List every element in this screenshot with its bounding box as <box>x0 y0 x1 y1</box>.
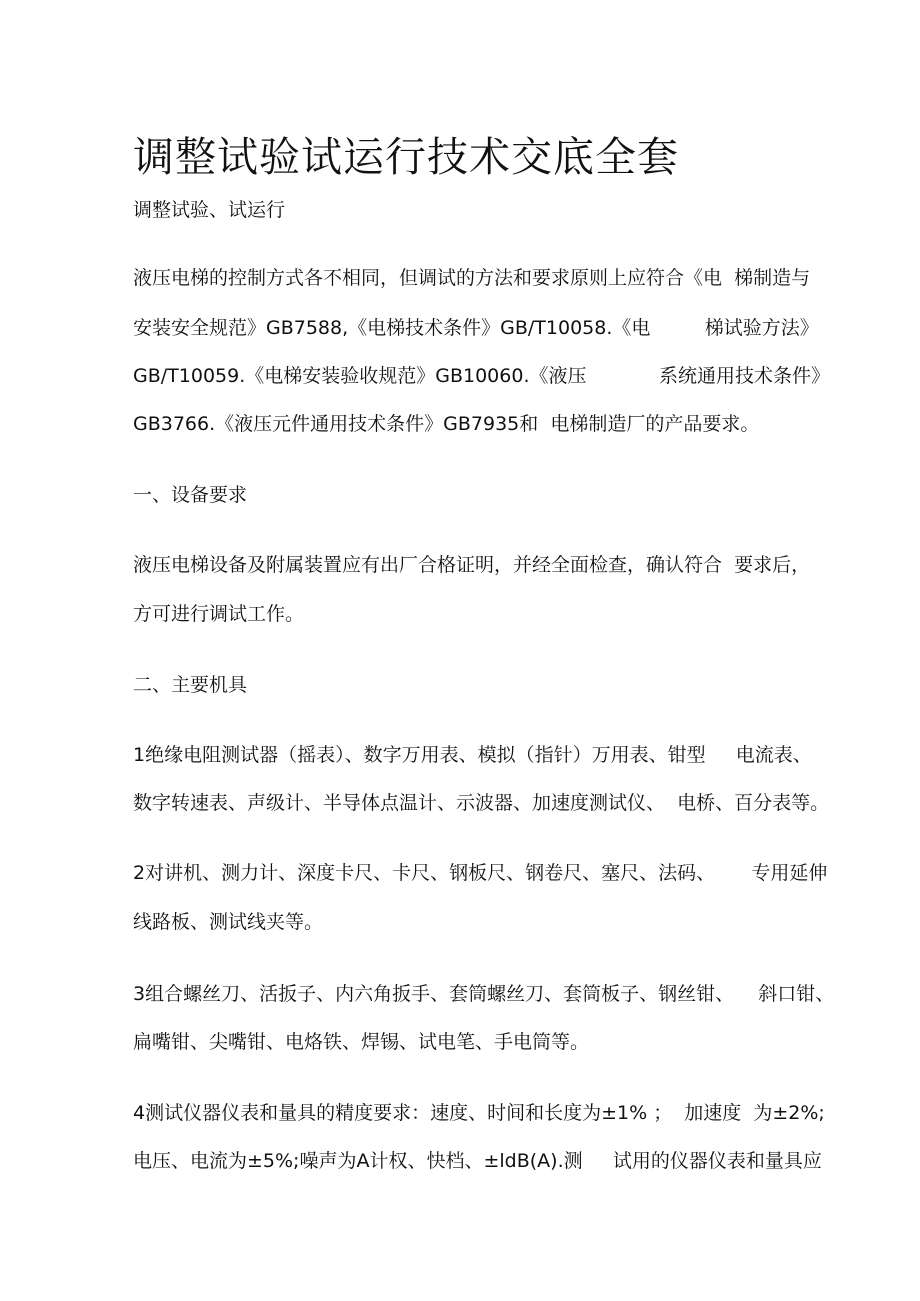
tools-item-4-line-1: 4测试仪器仪表和量具的精度要求：速度、时间和长度为±1% ； 加速度 为±2%; <box>133 1102 825 1124</box>
section-heading-equipment: 一、设备要求 <box>133 484 248 506</box>
section-heading-tools: 二、主要机具 <box>133 674 248 696</box>
tools-item-1-line-1: 1绝缘电阻测试器（摇表）、数字万用表、模拟（指针）万用表、钳型 电流表、 <box>133 744 812 766</box>
document-title: 调整试验试运行技术交底全套 <box>133 133 679 181</box>
document-subtitle: 调整试验、试运行 <box>133 199 286 221</box>
tools-item-3-line-1: 3组合螺丝刀、活扳子、内六角扳手、套筒螺丝刀、套筒板子、钢丝钳、 斜口钳、 <box>133 983 835 1005</box>
intro-line-2: 安装安全规范》GB7588,《电梯技术条件》GB/T10058.《电 梯试验方法》 <box>133 317 819 339</box>
intro-line-3: GB/T10059.《电梯安装验收规范》GB10060.《液压 系统通用技术条件》 <box>133 365 830 387</box>
intro-line-4: GB3766.《液压元件通用技术条件》GB7935和 电梯制造厂的产品要求。 <box>133 413 760 435</box>
tools-item-2-line-2: 线路板、测试线夹等。 <box>133 911 324 933</box>
tools-item-1-line-2: 数字转速表、声级计、半导体点温计、示波器、加速度测试仪、 电桥、百分表等。 <box>133 792 830 814</box>
tools-item-4-line-2: 电压、电流为±5%;噪声为A计权、快档、±ldB(A).测 试用的仪器仪表和量具应 <box>133 1150 822 1172</box>
equipment-line-2: 方可进行调试工作。 <box>133 603 305 625</box>
intro-line-1: 液压电梯的控制方式各不相同，但调试的方法和要求原则上应符合《电 梯制造与 <box>133 267 811 289</box>
tools-item-3-line-2: 扁嘴钳、尖嘴钳、电烙铁、焊锡、试电笔、手电筒等。 <box>133 1031 590 1053</box>
tools-item-2-line-1: 2对讲机、测力计、深度卡尺、卡尺、钢板尺、钢卷尺、塞尺、法码、 专用延伸 <box>133 862 828 884</box>
equipment-line-1: 液压电梯设备及附属装置应有出厂合格证明，并经全面检查，确认符合 要求后， <box>133 554 811 576</box>
